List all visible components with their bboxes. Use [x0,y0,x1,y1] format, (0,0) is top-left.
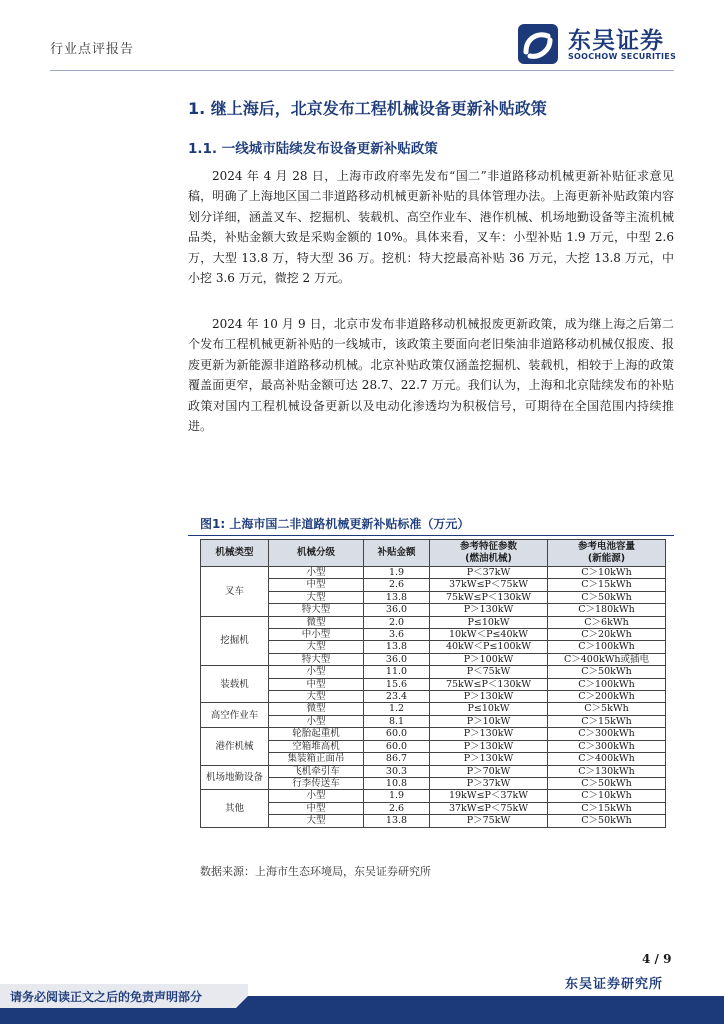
cell-amount: 13.8 [364,591,430,603]
cell-battery: C＞130kWh [548,765,666,777]
cell-amount: 30.3 [364,765,430,777]
header-subsidy-amount: 补贴金额 [364,540,430,567]
header-param-sub: (燃油机械) [465,553,512,564]
cell-grade: 中型 [269,579,364,591]
cell-grade: 中型 [269,802,364,814]
table-row [201,728,666,740]
cell-param: 40kW＜P≤100kW [430,641,548,653]
cell-grade: 中型 [269,678,364,690]
cell-amount: 2.6 [364,802,430,814]
cell-grade: 大型 [269,641,364,653]
header-machine-grade: 机械分级 [269,540,364,567]
cell-amount: 2.6 [364,579,430,591]
cell-grade: 微型 [269,703,364,715]
cell-battery: C＞10kWh [548,790,666,802]
disclaimer-text: 请务必阅读正文之后的免责声明部分 [10,990,203,1004]
cell-grade: 微型 [269,616,364,628]
table-row [201,653,666,665]
table-row [201,815,666,827]
header-battery-sub: (新能源) [587,553,626,564]
cell-battery: C＞180kWh [548,604,666,616]
cell-battery: C＞15kWh [548,715,666,727]
table-row [201,567,666,579]
table-row [201,691,666,703]
page-number: 4 / 9 [642,952,672,966]
table-row [201,703,666,715]
cell-amount: 1.9 [364,790,430,802]
cell-battery: C＞6kWh [548,616,666,628]
cell-amount: 2.0 [364,616,430,628]
cell-param: P＞37kW [430,777,548,789]
table-row [201,802,666,814]
figure-title: 图1: 上海市国二非道路机械更新补贴标准（万元） [200,517,470,531]
cell-param: 75kW≤P＜130kW [430,591,548,603]
header-category: 行业点评报告 [50,42,135,57]
cell-grade: 小型 [269,715,364,727]
table-row [201,715,666,727]
cell-grade: 小型 [269,666,364,678]
cell-param: 10kW＜P≤40kW [430,629,548,641]
logo-name-en: SOOCHOW SECURITIES [568,52,677,61]
cell-param: P＞130kW [430,604,548,616]
cell-battery: C＞400kWh或插电 [548,653,666,665]
cell-battery: C＞50kWh [548,591,666,603]
cell-amount: 15.6 [364,678,430,690]
logo-name: 东吴证券 [568,28,664,54]
cell-amount: 11.0 [364,666,430,678]
cell-param: P＞75kW [430,815,548,827]
cell-param: P＜37kW [430,567,548,579]
cell-machine-type: 高空作业车 [201,703,269,728]
table-row [201,629,666,641]
cell-param: P＞10kW [430,715,548,727]
cell-grade: 空箱堆高机 [269,740,364,752]
table-row [201,678,666,690]
cell-grade: 飞机牵引车 [269,765,364,777]
subsidy-table [200,539,666,828]
table-row [201,790,666,802]
cell-amount: 3.6 [364,629,430,641]
cell-battery: C＞5kWh [548,703,666,715]
cell-grade: 行李传送车 [269,777,364,789]
body-paragraph: 2024 年 10 月 9 日，北京市发布非道路移动机械报废更新政策，成为继上海之后第二个发布工程机械更新补贴的一线城市，该政策主要面向老旧柴油非道路移动机械仅报废、报废更新为新能源非道路移动机械。北京补贴政策仅涵盖挖掘机、装载机，相较于上海的政策覆盖面更窄，最高补贴金额可达 28.7、22.7 万元。我们认为，上海和北京陆续发布的补贴政策对国内工程机械设备更新以及电动化渗透均为积极信号，可期待在全国范围内持续推进。 [188,317,674,434]
cell-battery: C＞20kWh [548,629,666,641]
cell-param: P≤10kW [430,616,548,628]
cell-amount: 13.8 [364,815,430,827]
cell-grade: 中小型 [269,629,364,641]
cell-grade: 大型 [269,691,364,703]
cell-battery: C＞200kWh [548,691,666,703]
cell-amount: 60.0 [364,728,430,740]
cell-battery: C＞15kWh [548,802,666,814]
cell-grade: 大型 [269,815,364,827]
cell-amount: 13.8 [364,641,430,653]
footer-band [0,996,724,1024]
header-param-label: 参考特征参数 [459,541,517,552]
table-body [201,567,666,828]
cell-param: 37kW≤P＜75kW [430,579,548,591]
table-row [201,616,666,628]
cell-param: P＜75kW [430,666,548,678]
cell-param: 19kW≤P＜37kW [430,790,548,802]
figure-divider [188,535,674,536]
cell-grade: 小型 [269,567,364,579]
cell-param: P＞130kW [430,728,548,740]
cell-battery: C＞400kWh [548,753,666,765]
header-machine-type: 机械类型 [201,540,269,567]
cell-battery: C＞300kWh [548,740,666,752]
table-row [201,666,666,678]
table-row [201,604,666,616]
cell-machine-type: 挖掘机 [201,616,269,666]
cell-battery: C＞100kWh [548,678,666,690]
cell-param: P＞100kW [430,653,548,665]
cell-machine-type: 装载机 [201,666,269,703]
cell-grade: 小型 [269,790,364,802]
cell-amount: 86.7 [364,753,430,765]
cell-amount: 1.2 [364,703,430,715]
footer-institute: 东吴证券研究所 [565,977,664,992]
body-paragraph: 2024 年 4 月 28 日，上海市政府率先发布“国二”非道路移动机械更新补贴征求意见稿，明确了上海地区国二非道路移动机械更新补贴的具体管理办法。上海更新补贴政策内容划分详细，涵盖叉车、挖掘机、装载机、高空作业车、港作机械、机场地勤设备等主流机械品类，补贴金额大致是采购金额的 10%。具体来看，叉车：小型补贴 1.9 万元，中型 2.6 万，大型 13.8 万，特大型 36 万。挖机：特大挖最高补贴 36 万元，大挖 13.8 万元，中小挖 3.6 万元，微挖 2 万元。 [188,169,674,286]
cell-battery: C＞50kWh [548,815,666,827]
header-battery-capacity [548,540,666,567]
table-row [201,777,666,789]
cell-machine-type: 港作机械 [201,728,269,765]
header-reference-param [430,540,548,567]
cell-battery: C＞300kWh [548,728,666,740]
subsection-heading: 1.1. 一线城市陆续发布设备更新补贴政策 [188,141,438,157]
cell-amount: 60.0 [364,740,430,752]
cell-battery: C＞50kWh [548,777,666,789]
cell-amount: 1.9 [364,567,430,579]
cell-amount: 8.1 [364,715,430,727]
cell-amount: 10.8 [364,777,430,789]
section-heading: 1. 继上海后，北京发布工程机械设备更新补贴政策 [188,99,547,118]
cell-grade: 特大型 [269,653,364,665]
cell-param: 37kW≤P＜75kW [430,802,548,814]
cell-machine-type: 其他 [201,790,269,827]
table-row [201,753,666,765]
header-battery-label: 参考电池容量 [577,541,635,552]
cell-param: 75kW≤P＜130kW [430,678,548,690]
cell-machine-type: 叉车 [201,567,269,617]
cell-grade: 集装箱正面吊 [269,753,364,765]
figure-source: 数据来源：上海市生态环境局，东吴证券研究所 [200,865,431,878]
cell-grade: 特大型 [269,604,364,616]
table-row [201,579,666,591]
cell-param: P＞130kW [430,691,548,703]
cell-param: P＞130kW [430,740,548,752]
table-row [201,641,666,653]
cell-amount: 23.4 [364,691,430,703]
cell-battery: C＞10kWh [548,567,666,579]
cell-param: P＞130kW [430,753,548,765]
table-row [201,765,666,777]
cell-grade: 轮胎起重机 [269,728,364,740]
cell-amount: 36.0 [364,653,430,665]
cell-amount: 36.0 [364,604,430,616]
cell-grade: 大型 [269,591,364,603]
cell-battery: C＞100kWh [548,641,666,653]
cell-param: P≤10kW [430,703,548,715]
cell-param: P＞70kW [430,765,548,777]
table-header-row [201,540,666,567]
logo-mark-icon [516,22,562,66]
table-row [201,740,666,752]
logo [516,22,696,66]
cell-battery: C＞15kWh [548,579,666,591]
cell-battery: C＞50kWh [548,666,666,678]
table-row [201,591,666,603]
cell-machine-type: 机场地勤设备 [201,765,269,790]
header-divider [50,70,674,71]
